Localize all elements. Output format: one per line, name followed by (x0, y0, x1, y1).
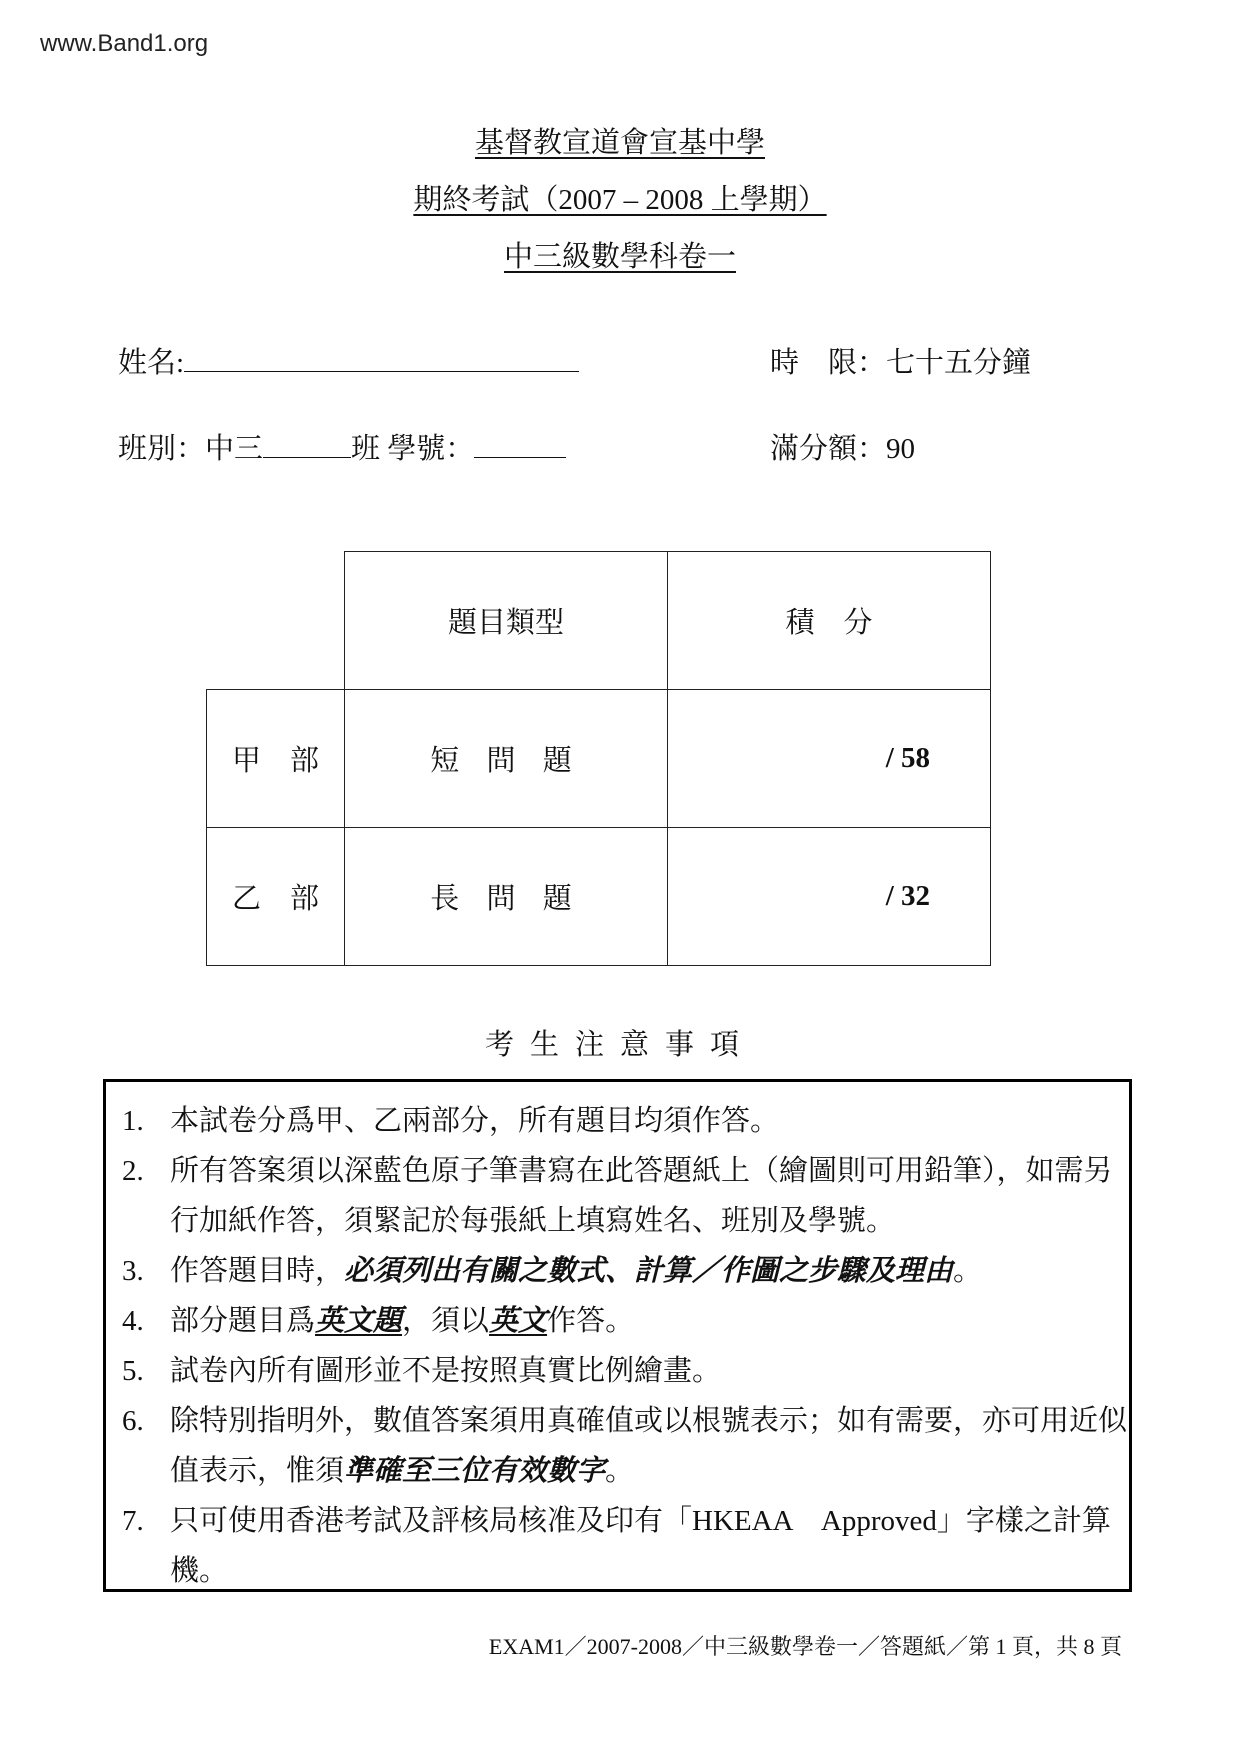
header-question-type: 題目類型 (345, 552, 668, 690)
student-no-label: 學號： (387, 433, 475, 465)
score-cell[interactable]: / 58 (668, 690, 991, 828)
name-field (118, 340, 579, 381)
class-label: 班別：中三 (118, 433, 264, 465)
section-label: 甲 部 (207, 690, 345, 828)
full-marks: 滿分額：90 (770, 433, 916, 465)
name-label: 姓名: (118, 347, 185, 379)
school-name: 基督教宣道會宣基中學 (474, 127, 765, 159)
question-type: 短 問 題 (345, 690, 668, 828)
page-footer: EXAM1／2007-2008／中三級數學卷一／答題紙／第 1 頁，共 8 頁 (488, 1634, 1122, 1659)
notice-box: 1. 本試卷分爲甲、乙兩部分，所有題目均須作答。 2. 所有答案須以深藍色原子筆書寫在此答題紙上（繪圖則可用鉛筆），如需另 行加紙作答，須緊記於每張紙上填寫姓名、班別及學號。 3. 作答題目時，必須列出有關之數式、計算／作圖之步驟及理由。 4. 部分題目爲英文題，須以英文作答。 5. 試卷內所有圖形並不是按照真實比例繪畫。 6. 除特別指明外，數值答案須用真確值或以根號表示；如有需要，亦可用近似 值表示，惟須準確至三位有效數字。 7. 只可使用香港考試及評核局核准及印有「HKEAA Approved」字樣之計算 機。 (103, 1079, 1132, 1592)
name-blank[interactable] (184, 343, 579, 372)
class-blank[interactable] (263, 429, 351, 458)
time-limit: 時 限：七十五分鐘 (770, 347, 1032, 379)
notice-heading: 考生注意事項 (484, 1029, 755, 1061)
score-table-header (207, 552, 991, 690)
table-row (207, 828, 991, 966)
score-cell[interactable]: / 32 (668, 828, 991, 966)
score-table (206, 551, 991, 966)
student-no-blank[interactable] (474, 429, 566, 458)
header-score: 積 分 (668, 552, 991, 690)
class-field (118, 426, 566, 467)
watermark-url: www.Band1.org (40, 30, 209, 57)
question-type: 長 問 題 (345, 828, 668, 966)
class-suffix: 班 (351, 433, 381, 465)
paper-title: 中三級數學科卷一 (503, 241, 736, 273)
table-row (207, 690, 991, 828)
section-label: 乙 部 (207, 828, 345, 966)
exam-title: 期終考試（2007 – 2008 上學期） (413, 184, 827, 216)
